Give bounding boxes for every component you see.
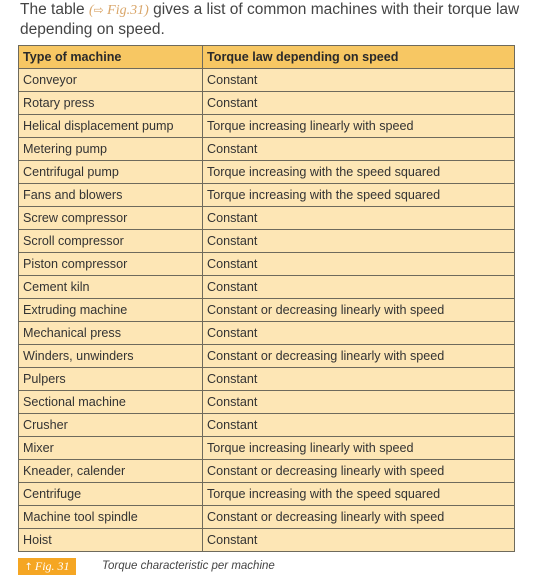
torque-law-cell: Constant or decreasing linearly with speed bbox=[203, 460, 515, 483]
figure-label: Fig. 31 bbox=[34, 559, 70, 573]
table-row bbox=[19, 437, 515, 460]
table-row bbox=[19, 161, 515, 184]
torque-law-cell: Constant bbox=[203, 138, 515, 161]
table-row bbox=[19, 506, 515, 529]
column-header-machine-type: Type of machine bbox=[19, 46, 203, 69]
arrow-right-icon: ⇨ bbox=[93, 3, 104, 17]
torque-law-cell: Constant or decreasing linearly with speed bbox=[203, 345, 515, 368]
torque-law-cell: Torque increasing linearly with speed bbox=[203, 115, 515, 138]
figure-caption bbox=[18, 558, 518, 576]
table-row bbox=[19, 92, 515, 115]
table-row bbox=[19, 391, 515, 414]
torque-law-cell: Torque increasing with the speed squared bbox=[203, 184, 515, 207]
figure-reference-link[interactable]: (⇨ Fig.31) bbox=[88, 3, 149, 18]
torque-law-cell: Constant or decreasing linearly with speed bbox=[203, 299, 515, 322]
machine-type-cell: Centrifuge bbox=[19, 483, 203, 506]
table-body bbox=[19, 69, 515, 552]
table-header-row bbox=[19, 46, 515, 69]
machine-type-cell: Pulpers bbox=[19, 368, 203, 391]
machine-type-cell: Sectional machine bbox=[19, 391, 203, 414]
torque-law-cell: Constant bbox=[203, 529, 515, 552]
table-row bbox=[19, 460, 515, 483]
table-row bbox=[19, 207, 515, 230]
torque-law-cell: Constant or decreasing linearly with speed bbox=[203, 506, 515, 529]
machine-type-cell: Helical displacement pump bbox=[19, 115, 203, 138]
table-row bbox=[19, 69, 515, 92]
machine-type-cell: Cement kiln bbox=[19, 276, 203, 299]
figure-badge bbox=[18, 558, 76, 575]
machine-type-cell: Fans and blowers bbox=[19, 184, 203, 207]
column-header-torque-law: Torque law depending on speed bbox=[203, 46, 515, 69]
figure-reference-label: Fig.31) bbox=[107, 3, 149, 18]
table-row bbox=[19, 529, 515, 552]
figure-caption-text: Torque characteristic per machine bbox=[102, 560, 275, 572]
table-row bbox=[19, 299, 515, 322]
torque-law-cell: Torque increasing with the speed squared bbox=[203, 483, 515, 506]
torque-law-cell: Constant bbox=[203, 276, 515, 299]
torque-law-cell: Constant bbox=[203, 207, 515, 230]
intro-text-after: gives a list of common machines with their torque law depending on speed. bbox=[20, 1, 520, 38]
torque-law-cell: Torque increasing linearly with speed bbox=[203, 437, 515, 460]
torque-law-cell: Torque increasing with the speed squared bbox=[203, 161, 515, 184]
table-row bbox=[19, 345, 515, 368]
machine-type-cell: Conveyor bbox=[19, 69, 203, 92]
machine-type-cell: Scroll compressor bbox=[19, 230, 203, 253]
machine-type-cell: Metering pump bbox=[19, 138, 203, 161]
torque-law-cell: Constant bbox=[203, 253, 515, 276]
table-row bbox=[19, 414, 515, 437]
torque-law-cell: Constant bbox=[203, 414, 515, 437]
table-row bbox=[19, 115, 515, 138]
machine-type-cell: Extruding machine bbox=[19, 299, 203, 322]
machine-type-cell: Piston compressor bbox=[19, 253, 203, 276]
machine-type-cell: Centrifugal pump bbox=[19, 161, 203, 184]
machine-type-cell: Rotary press bbox=[19, 92, 203, 115]
intro-paragraph bbox=[20, 0, 525, 39]
machine-type-cell: Hoist bbox=[19, 529, 203, 552]
torque-law-cell: Constant bbox=[203, 69, 515, 92]
machine-type-cell: Mixer bbox=[19, 437, 203, 460]
table-row bbox=[19, 138, 515, 161]
intro-text-before: The table bbox=[20, 1, 89, 18]
machine-type-cell: Winders, unwinders bbox=[19, 345, 203, 368]
machine-type-cell: Screw compressor bbox=[19, 207, 203, 230]
table-row bbox=[19, 483, 515, 506]
table-row bbox=[19, 368, 515, 391]
table-row bbox=[19, 253, 515, 276]
torque-law-cell: Constant bbox=[203, 368, 515, 391]
torque-law-cell: Constant bbox=[203, 391, 515, 414]
torque-law-cell: Constant bbox=[203, 230, 515, 253]
table-row bbox=[19, 184, 515, 207]
torque-law-cell: Constant bbox=[203, 322, 515, 345]
machine-type-cell: Machine tool spindle bbox=[19, 506, 203, 529]
machine-type-cell: Kneader, calender bbox=[19, 460, 203, 483]
table-row bbox=[19, 230, 515, 253]
arrow-up-icon: ↑ bbox=[24, 562, 33, 573]
machine-torque-table bbox=[18, 45, 515, 552]
torque-law-cell: Constant bbox=[203, 92, 515, 115]
table-row bbox=[19, 322, 515, 345]
machine-type-cell: Crusher bbox=[19, 414, 203, 437]
table-row bbox=[19, 276, 515, 299]
machine-type-cell: Mechanical press bbox=[19, 322, 203, 345]
